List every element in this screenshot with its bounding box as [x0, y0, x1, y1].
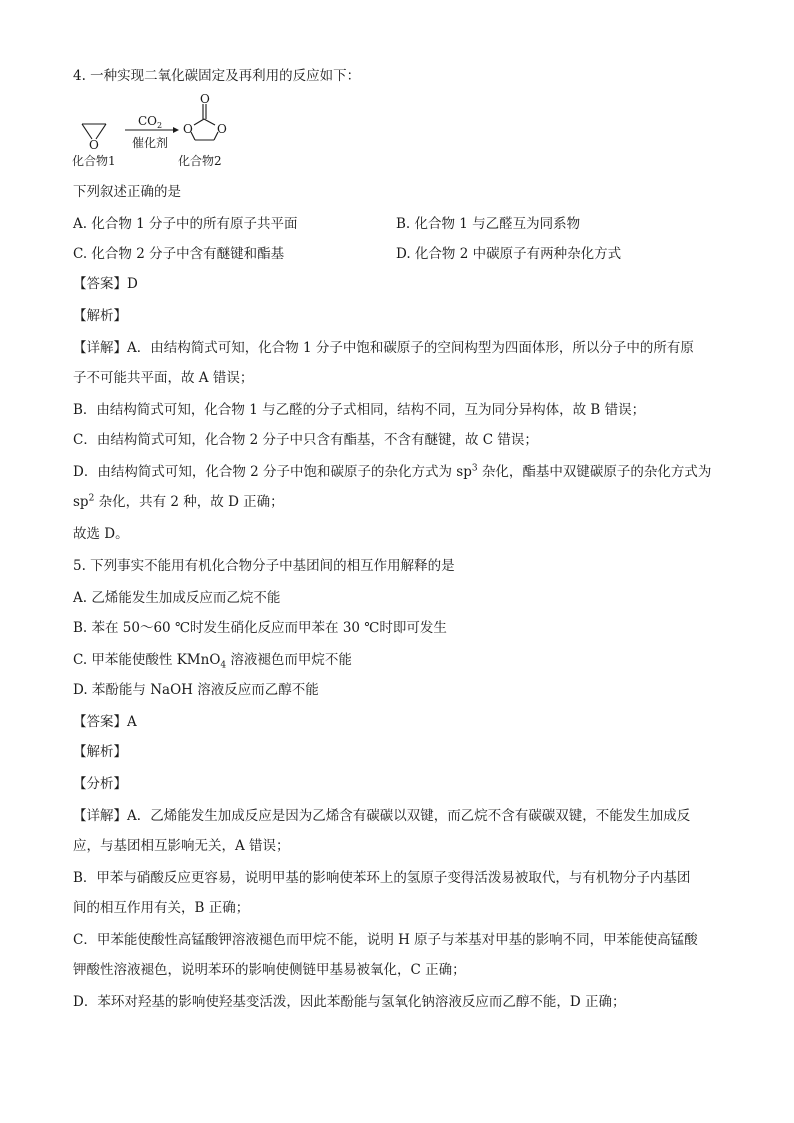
- reagent-co2: $CO_2$: [138, 114, 163, 130]
- compound2-label: 化合物2: [178, 154, 222, 168]
- q4-conclusion: 故选 D。: [73, 526, 129, 542]
- q5-detail-line-1: 【详解】A．乙烯能发生加成反应是因为乙烯含有碳碳以双键，而乙烷不含有碳碳双键，不能发生加成反: [73, 808, 691, 824]
- q5-option-d: D. 苯酚能与 NaOH 溶液反应而乙醇不能: [73, 682, 319, 698]
- q4-detail-line-6: $sp^2$ 杂化，共有 2 种，故 D 正确；: [73, 493, 284, 510]
- compound1-oxygen: O: [89, 138, 99, 152]
- q5-fenxi-tag: 【分析】: [73, 776, 127, 792]
- q4-option-d: D. 化合物 2 中碳原子有两种杂化方式: [396, 246, 622, 262]
- q5-detail-line-7: D．苯环对羟基的影响使羟基变活泼，因此苯酚能与氢氧化钠溶液反应而乙醇不能，D 正确；: [73, 994, 626, 1010]
- q5-detail-line-2: 应，与基团相互影响无关，A 错误；: [73, 838, 290, 854]
- q5-option-a: A. 乙烯能发生加成反应而乙烷不能: [73, 590, 281, 606]
- q5-answer: 【答案】A: [73, 714, 137, 730]
- q5-option-c: C. 甲苯能使酸性 KMnO$_4$ 溶液褪色而甲烷不能: [73, 652, 352, 671]
- q4-answer: 【答案】D: [73, 276, 138, 292]
- q4-detail-line-5: D．由结构简式可知，化合物 2 分子中饱和碳原子的杂化方式为 $sp^3$ 杂化，酯基中双键碳原子的杂化方式为: [73, 463, 712, 480]
- q4-option-a: A. 化合物 1 分子中的所有原子共平面: [73, 216, 298, 232]
- q4-prompt: 下列叙述正确的是: [73, 184, 181, 200]
- compound1-structure: [82, 124, 106, 152]
- compound2-ring-oxygen-left: O: [183, 122, 193, 136]
- compound2-structure: [183, 92, 227, 140]
- compound2-carbonyl-oxygen: O: [200, 92, 210, 106]
- q5-detail-line-6: 钾酸性溶液褪色，说明苯环的影响使侧链甲基易被氧化，C 正确；: [73, 962, 466, 978]
- q4-detail-line-2: 子不可能共平面，故 A 错误；: [73, 370, 254, 386]
- q4-stem: 4. 一种实现二氧化碳固定及再利用的反应如下：: [73, 68, 361, 84]
- q5-analysis-tag: 【解析】: [73, 744, 127, 760]
- q4-option-b: B. 化合物 1 与乙醛互为同系物: [396, 216, 581, 232]
- compound1-label: 化合物1: [72, 154, 116, 168]
- catalyst-label: 催化剂: [132, 136, 169, 150]
- q4-detail-line-4: C．由结构简式可知，化合物 2 分子中只含有酯基，不含有醚键，故 C 错误；: [73, 432, 538, 448]
- q4-option-c: C. 化合物 2 分子中含有醚键和酯基: [73, 246, 285, 262]
- q5-detail-line-4: 间的相互作用有关，B 正确；: [73, 900, 250, 916]
- reaction-scheme: [70, 92, 270, 172]
- compound2-ring-oxygen-right: O: [217, 122, 227, 136]
- q5-option-b: B. 苯在 50～60 ℃时发生硝化反应而甲苯在 30 ℃时即可发生: [73, 620, 447, 636]
- q5-stem: 5. 下列事实不能用有机化合物分子中基团间的相互作用解释的是: [73, 558, 455, 574]
- q4-analysis-tag: 【解析】: [73, 308, 127, 324]
- q5-detail-line-3: B．甲苯与硝酸反应更容易，说明甲基的影响使苯环上的氢原子变得活泼易被取代，与有机物分子内基团: [73, 870, 691, 886]
- q4-detail-line-1: 【详解】A．由结构简式可知，化合物 1 分子中饱和碳原子的空间构型为四面体形，所以分子中的所有原: [73, 340, 694, 356]
- q4-detail-line-3: B．由结构简式可知，化合物 1 与乙醛的分子式相同，结构不同，互为同分异构体，故 B 错误；: [73, 402, 646, 418]
- q5-detail-line-5: C．甲苯能使酸性高锰酸钾溶液褪色而甲烷不能，说明 H 原子与苯基对甲基的影响不同，甲苯能使高锰酸: [73, 932, 698, 948]
